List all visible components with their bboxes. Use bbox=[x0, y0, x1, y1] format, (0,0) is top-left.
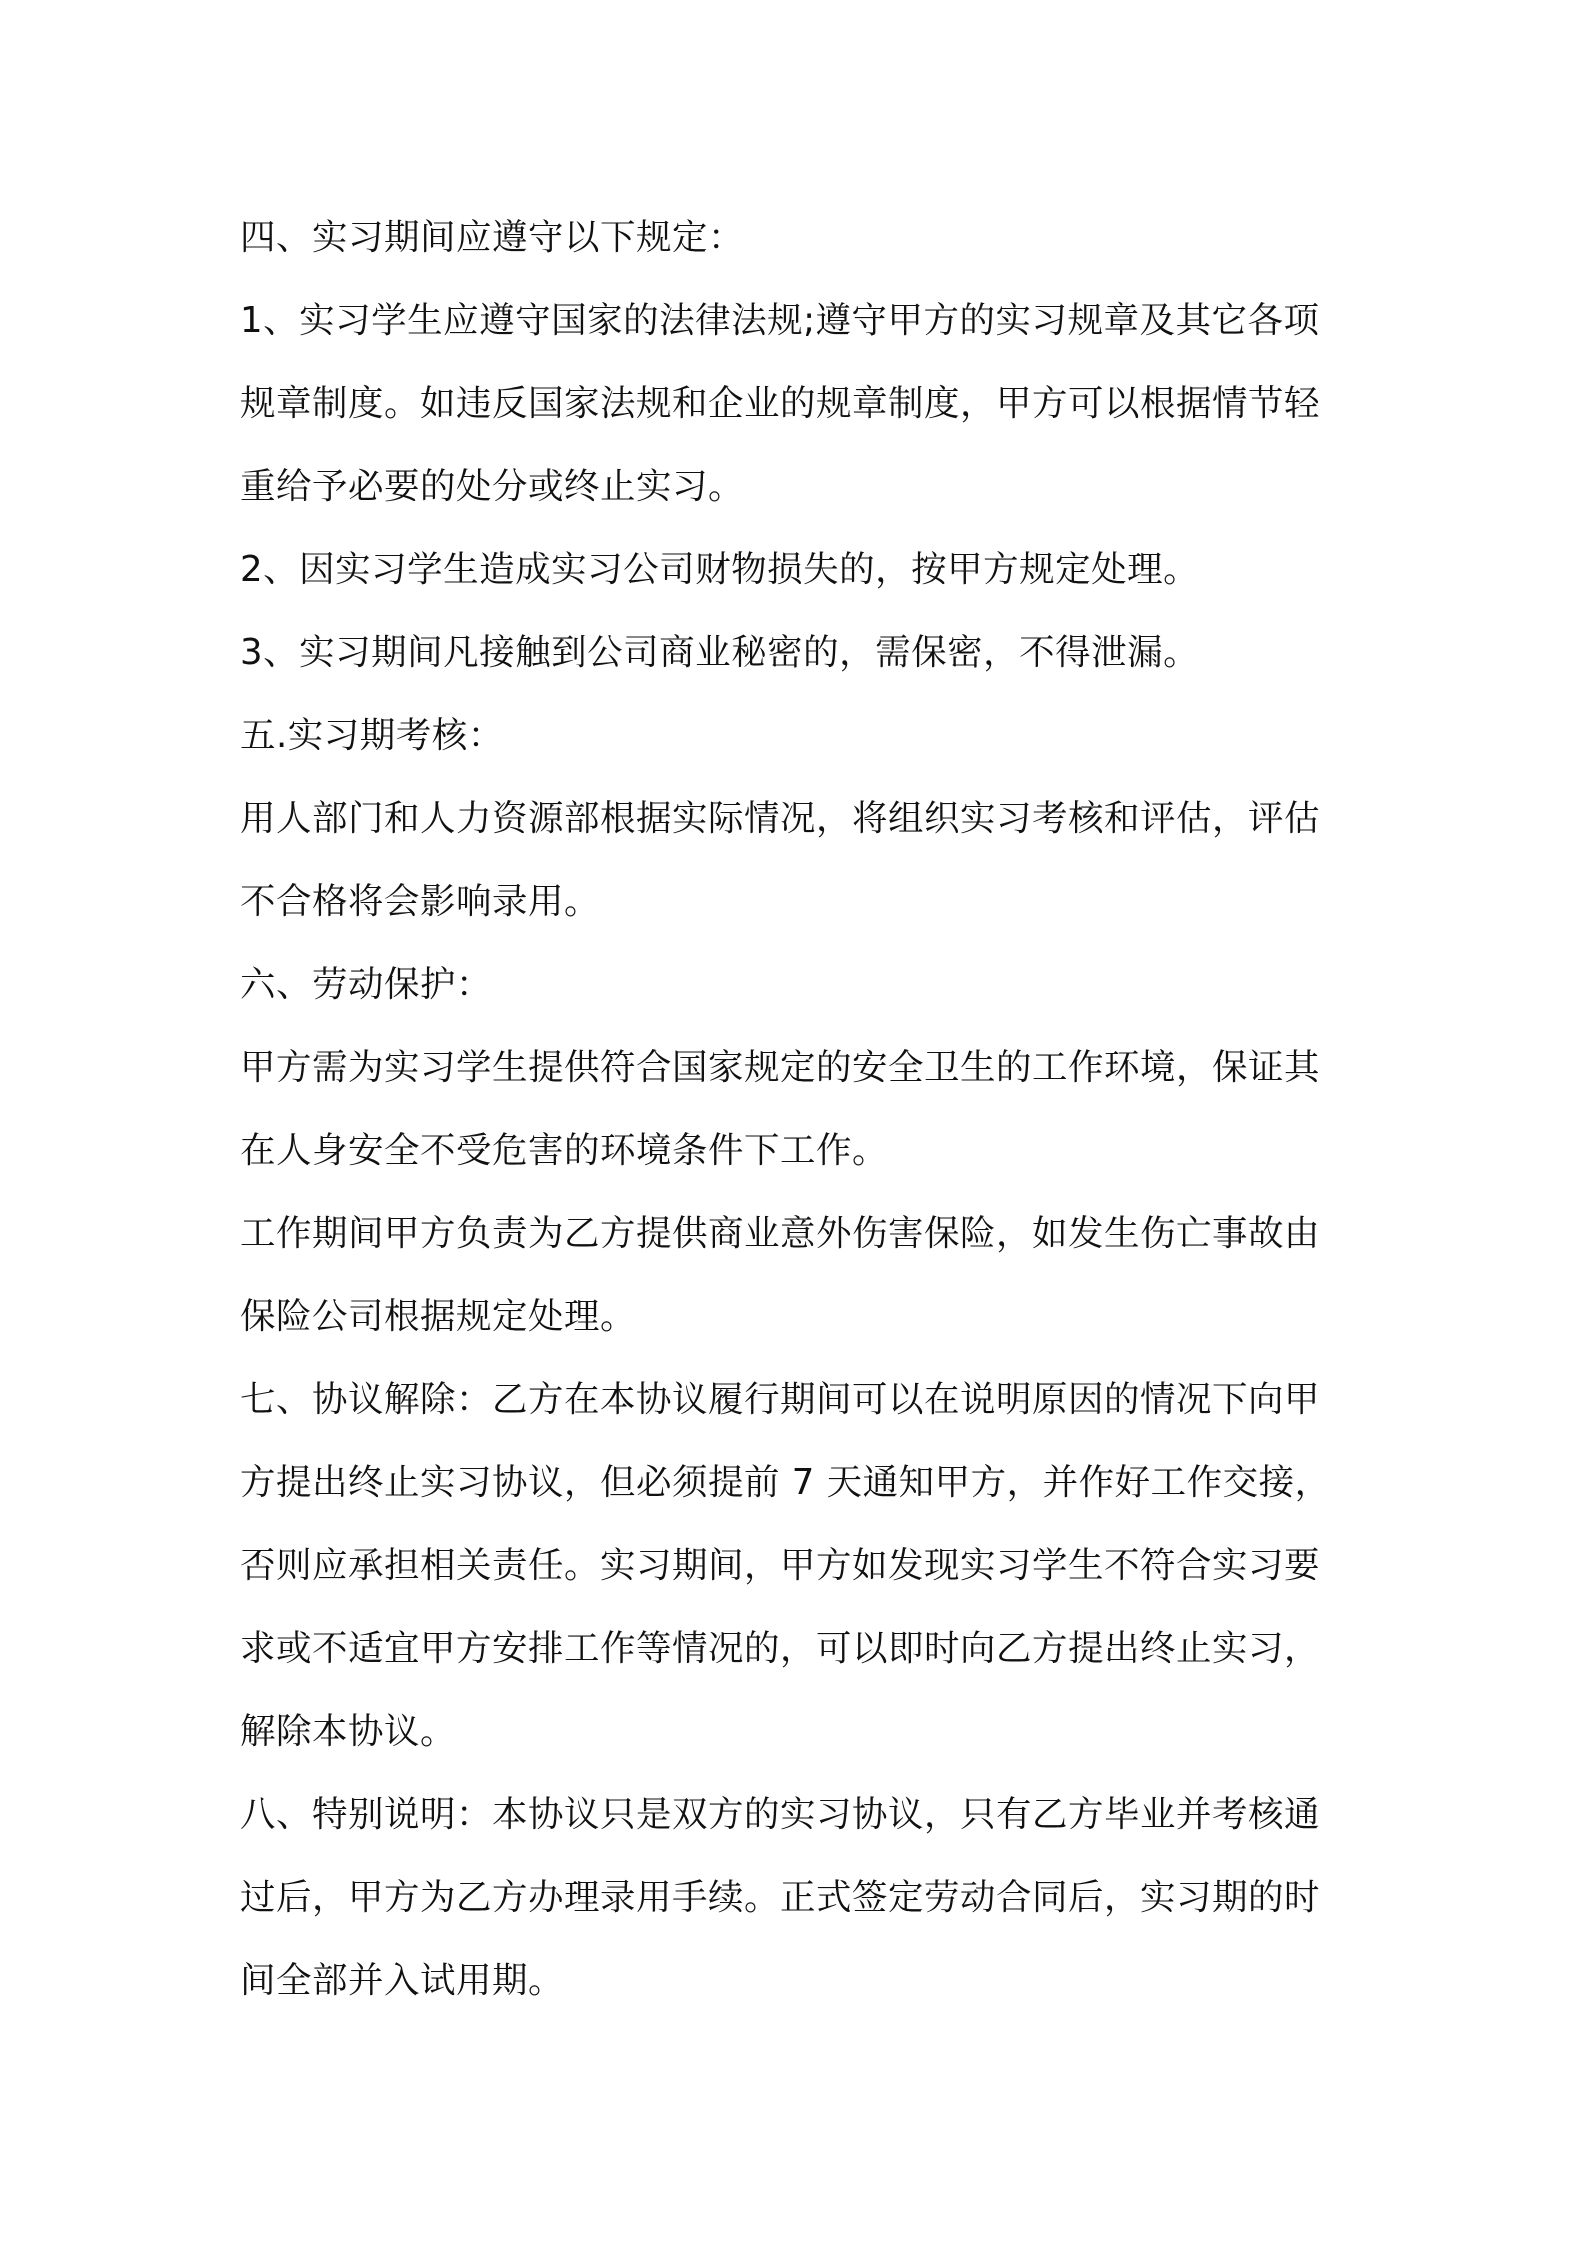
text-line: 五.实习期考核： bbox=[240, 715, 504, 756]
text-line: 1、实习学生应遵守国家的法律法规;遵守甲方的实习规章及其它各项 bbox=[240, 300, 1320, 341]
text-line: 四、实习期间应遵守以下规定： bbox=[240, 217, 745, 258]
text-line: 过后，甲方为乙方办理录用手续。正式签定劳动合同后，实习期的时 bbox=[240, 1877, 1321, 1918]
text-line: 保险公司根据规定处理。 bbox=[240, 1296, 637, 1337]
text-line: 甲方需为实习学生提供符合国家规定的安全卫生的工作环境，保证其 bbox=[240, 1047, 1321, 1088]
section-7-paragraph bbox=[240, 1358, 1355, 1773]
section-4-heading bbox=[240, 196, 1355, 279]
text-line: 八、特别说明：本协议只是双方的实习协议，只有乙方毕业并考核通 bbox=[240, 1794, 1321, 1835]
text-line: 七、协议解除：乙方在本协议履行期间可以在说明原因的情况下向甲 bbox=[240, 1379, 1321, 1420]
text-line: 解除本协议。 bbox=[240, 1711, 457, 1752]
text-line: 2、因实习学生造成实习公司财物损失的，按甲方规定处理。 bbox=[240, 549, 1200, 590]
text-line: 不合格将会影响录用。 bbox=[240, 881, 601, 922]
text-line: 否则应承担相关责任。实习期间，甲方如发现实习学生不符合实习要 bbox=[240, 1545, 1321, 1586]
text-line: 工作期间甲方负责为乙方提供商业意外伤害保险，如发生伤亡事故由 bbox=[240, 1213, 1321, 1254]
rule-3-paragraph bbox=[240, 611, 1355, 694]
section-6-paragraph-1 bbox=[240, 1026, 1355, 1192]
rule-1-paragraph bbox=[240, 279, 1355, 528]
section-6-heading bbox=[240, 943, 1355, 1026]
text-line: 重给予必要的处分或终止实习。 bbox=[240, 466, 745, 507]
text-line: 用人部门和人力资源部根据实际情况，将组织实习考核和评估，评估 bbox=[240, 798, 1321, 839]
section-5-heading bbox=[240, 694, 1355, 777]
text-line: 在人身安全不受危害的环境条件下工作。 bbox=[240, 1130, 889, 1171]
text-line: 3、实习期间凡接触到公司商业秘密的，需保密，不得泄漏。 bbox=[240, 632, 1200, 673]
text-line: 间全部并入试用期。 bbox=[240, 1960, 565, 2001]
text-line: 六、劳动保护： bbox=[240, 964, 493, 1005]
section-8-paragraph bbox=[240, 1773, 1355, 2022]
text-line: 求或不适宜甲方安排工作等情况的，可以即时向乙方提出终止实习， bbox=[240, 1628, 1321, 1669]
rule-2-paragraph bbox=[240, 528, 1355, 611]
section-6-paragraph-2 bbox=[240, 1192, 1355, 1358]
text-line: 规章制度。如违反国家法规和企业的规章制度，甲方可以根据情节轻 bbox=[240, 383, 1321, 424]
text-line: 方提出终止实习协议，但必须提前 7 天通知甲方，并作好工作交接， bbox=[240, 1462, 1331, 1503]
document-body bbox=[240, 196, 1355, 2022]
section-5-paragraph bbox=[240, 777, 1355, 943]
